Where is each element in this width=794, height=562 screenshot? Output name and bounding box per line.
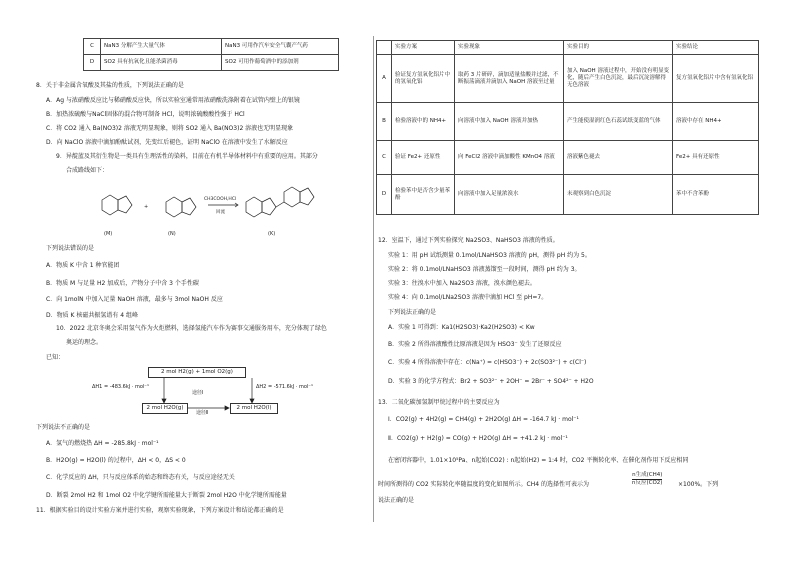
q12-exp4: 实验 4：向 0.1mol/LNa2SO3 溶液中滴加 HCl 至 pH=7。: [388, 294, 548, 301]
diagram-left-box: 2 mol H2O(g): [142, 403, 188, 414]
header-observation: 实验现象: [455, 41, 564, 55]
diagram-top-box: 2 mol H2(g) + 1mol O2(g): [148, 367, 246, 378]
path2-label: 途径Ⅱ: [196, 410, 209, 416]
column-divider: [373, 36, 374, 522]
plan-cell: 验证复方氢氧化铝片中的氢氧化铝: [392, 55, 455, 103]
q12-exp2: 实验 2：将 0.1mol/LNaHSO3 溶液蒸馏至一段时间，测得 pH 约为 3。: [388, 266, 581, 273]
delta-h1-label: ΔH1 = -483.6kJ · mol⁻¹: [92, 384, 149, 390]
q10-option-c: C．化学反应的 ΔH，只与反应体系的始态和终态有关，与反应途径无关: [46, 474, 235, 481]
q8-stem: 8．关于非金属含氧酸及其盐的性质，下列说法正确的是: [36, 82, 184, 89]
goal-cell: 产生能使湿润红色石蕊试纸变蓝的气体: [564, 103, 673, 141]
label-condition: 回流: [216, 210, 225, 215]
q10-stem-2: 奥运的理念。: [66, 339, 103, 346]
q13-stem: 13．二氧化碳加氢制甲烷过程中的主要反应为: [378, 399, 500, 406]
observation-cell: 向溶液中加入 NaOH 溶液并加热: [455, 103, 564, 141]
plan-cell: 检验溶液中的 NH4+: [392, 103, 455, 141]
diagram-right-box: 2 mol H2O(l): [230, 403, 278, 414]
q12-stem: 12．室温下，通过下列实验探究 Na2SO3、NaHSO3 溶液的性质。: [378, 237, 559, 244]
label-M: (M): [104, 231, 113, 237]
table-row: [377, 103, 759, 141]
observation-cell: 向 FeCl2 溶液中滴加酸性 KMnO4 溶液: [455, 141, 564, 175]
option-cell: A: [377, 55, 392, 103]
observation-cell: 向溶液中加入足量浓溴水: [455, 175, 564, 215]
header-goal: 实验目的: [564, 41, 673, 55]
q12-option-c: C．实验 4 所得溶液中存在：c(Na⁺) = c(HSO3⁻) + 2c(SO3²⁻) + c(Cl⁻): [388, 359, 587, 366]
q10-option-b: B．H2O(g) = H2O(l) 的过程中，ΔH < 0，ΔS < 0: [46, 457, 186, 464]
label-plus: +: [144, 204, 149, 210]
q10-option-a: A．氢气的燃烧热 ΔH = -285.8kJ · mol⁻¹: [46, 440, 159, 447]
q10-stem: 10．2022 北京冬奥会采用氢气作为火炬燃料，选择氢能汽车作为赛事交通服务用车，充分体现了绿色: [56, 325, 327, 332]
q8-option-a: A．Ag 与浓硝酸反应比与稀硝酸反应快，所以实验室通常用浓硝酸洗涤附着在试管内壁上的银镜: [46, 97, 300, 104]
q9-option-c: C．向 1molN 中加入足量 NaOH 溶液，最多与 3mol NaOH 反应: [46, 296, 223, 303]
selectivity-fraction: [632, 472, 662, 487]
plan-cell: 验证 Fe2+ 还原性: [392, 141, 455, 175]
q9-stem: 9．异靛蓝及其衍生物是一类具有生理活性的染料，目前在有机半导体材料中有重要的应用。其部分: [56, 153, 318, 160]
header-plan: 实验方案: [392, 41, 455, 55]
q13-reaction-1: Ⅰ．CO2(g) + 4H2(g) = CH4(g) + 2H2O(g) ΔH = -164.7 kJ · mol⁻¹: [388, 416, 579, 423]
q8-option-d: D．向 NaClO 溶液中滴加酚酞试剂，先变红后褪色，证明 NaClO 在溶液中发生了水解反应: [46, 139, 288, 146]
label-reagent: CH3COOH,HCl: [204, 197, 237, 202]
use-cell: SO2 可用作葡萄酒中的添加剂: [222, 55, 339, 71]
synthesis-scheme: [90, 178, 340, 240]
q12-question: 下列说法正确的是: [388, 309, 437, 316]
table-row: [377, 141, 759, 175]
table-row: [84, 55, 339, 71]
left-table: [83, 38, 339, 71]
goal-cell: 加入 NaOH 溶液过程中，开始没有明显变化，随后产生白色沉淀，最后沉淀溶解得无色溶液: [564, 55, 673, 103]
conclusion-cell: 复方氢氧化铝片中含有氢氧化铝: [673, 55, 759, 103]
q13-para-3: 说法正确的是: [378, 497, 415, 504]
label-K: (K): [268, 231, 276, 237]
fraction-denominator: n反应(CO2): [632, 480, 663, 486]
fraction-numerator: n生成(CH4): [632, 472, 663, 478]
q12-option-a: A．实验 1 可得到：Ka1(H2SO3)·Ka2(H2SO3) < Kw: [388, 324, 535, 331]
experiment-table: [376, 40, 759, 215]
q13-reaction-2: Ⅱ．CO2(g) + H2(g) = CO(g) + H2O(g) ΔH = +41.2 kJ · mol⁻¹: [388, 435, 568, 442]
q10-known: 已知：: [46, 354, 65, 361]
option-cell: D: [84, 55, 101, 71]
q12-option-b: B．实验 2 所得溶液酸性比原溶液是因为 HSO3⁻ 发生了还原反应: [388, 341, 562, 348]
table-row: [377, 55, 759, 103]
option-cell: B: [377, 103, 392, 141]
q12-exp1: 实验 1：用 pH 试纸测量 0.1mol/LNaHSO3 溶液的 pH，测得 pH 约为 5。: [388, 252, 591, 259]
table-header-row: [377, 41, 759, 55]
header-conclusion: 实验结论: [673, 41, 759, 55]
q8-option-c: C．将 CO2 通入 Ba(NO3)2 溶液无明显现象，则将 SO2 通入 Ba(NO3)2 溶液也无明显现象: [46, 125, 294, 132]
table-row: [84, 39, 339, 55]
q9-option-a: A．物质 K 中含 1 种官能团: [46, 262, 120, 269]
q12-option-d: D．实验 3 的化学方程式：Br2 + SO3²⁻ + 2OH⁻ = 2Br⁻ + SO4²⁻ + H2O: [388, 378, 594, 385]
q12-exp3: 实验 3：往溴水中加入 Na2SO3 溶液，溴水颜色褪去。: [388, 280, 536, 287]
q10-option-d: D．断裂 2mol H2 和 1mol O2 中化学键所需能量大于断裂 2mol H2O 中化学键所需能量: [46, 492, 287, 499]
header-option: [377, 41, 392, 55]
q13-para-2: 时间所测得的 CO2 实际转化率随温度的变化如图所示。CH4 的选择性可表示为: [378, 481, 589, 488]
property-cell: NaN3 分解产生大量气体: [101, 39, 222, 55]
plan-cell: 检验苯中是否含少量苯酚: [392, 175, 455, 215]
goal-cell: 溶液紫色褪去: [564, 141, 673, 175]
q8-option-b: B．加热浓硫酸与NaCl固体的混合物可制备 HCl，说明浓硫酸酸性强于 HCl: [46, 111, 245, 118]
delta-h2-label: ΔH2 = -571.6kJ · mol⁻¹: [256, 384, 313, 390]
conclusion-cell: Fe2+ 具有还原性: [673, 141, 759, 175]
option-cell: C: [84, 39, 101, 55]
option-cell: D: [377, 175, 392, 215]
goal-cell: 未观察到白色沉淀: [564, 175, 673, 215]
q11-stem: 11．根据实验目的设计实验方案并进行实验，观察实验现象，下列方案设计和结论都正确的是: [36, 507, 284, 514]
q9-question: 下列说法错误的是: [46, 245, 95, 252]
path1-label: 途径Ⅰ: [192, 390, 204, 396]
property-cell: SO2 具有抗氧化且能杀菌消毒: [101, 55, 222, 71]
q10-question: 下列说法不正确的是: [36, 424, 91, 431]
observation-cell: 取药 3 片研碎，滴加适量盐酸并过滤，不断振荡滴液并滴加入 NaOH 溶液至过量: [455, 55, 564, 103]
table-row: [377, 175, 759, 215]
q9-stem-2: 合成路线如下：: [66, 167, 109, 174]
conclusion-cell: 溶液中存在 NH4+: [673, 103, 759, 141]
option-cell: C: [377, 141, 392, 175]
energy-diagram: [92, 366, 313, 422]
label-N: (N): [168, 231, 176, 237]
q9-option-b: B．物质 M 与足量 H2 加成后，产物分子中含 3 个手性碳: [46, 280, 199, 287]
use-cell: NaN3 可用作汽车安全气囊产气药: [222, 39, 339, 55]
q13-fraction-tail: ×100%。下列: [678, 481, 719, 488]
q9-option-d: D．物质 K 核磁共振氢谱有 4 组峰: [46, 312, 139, 319]
conclusion-cell: 苯中不含苯酚: [673, 175, 759, 215]
q13-para-1: 在密闭容器中，1.01×10⁵Pa、n起始(CO2) : n起始(H2) = 1:4 时，CO2 平衡转化率、在催化剂作用下反应相同: [388, 457, 689, 464]
